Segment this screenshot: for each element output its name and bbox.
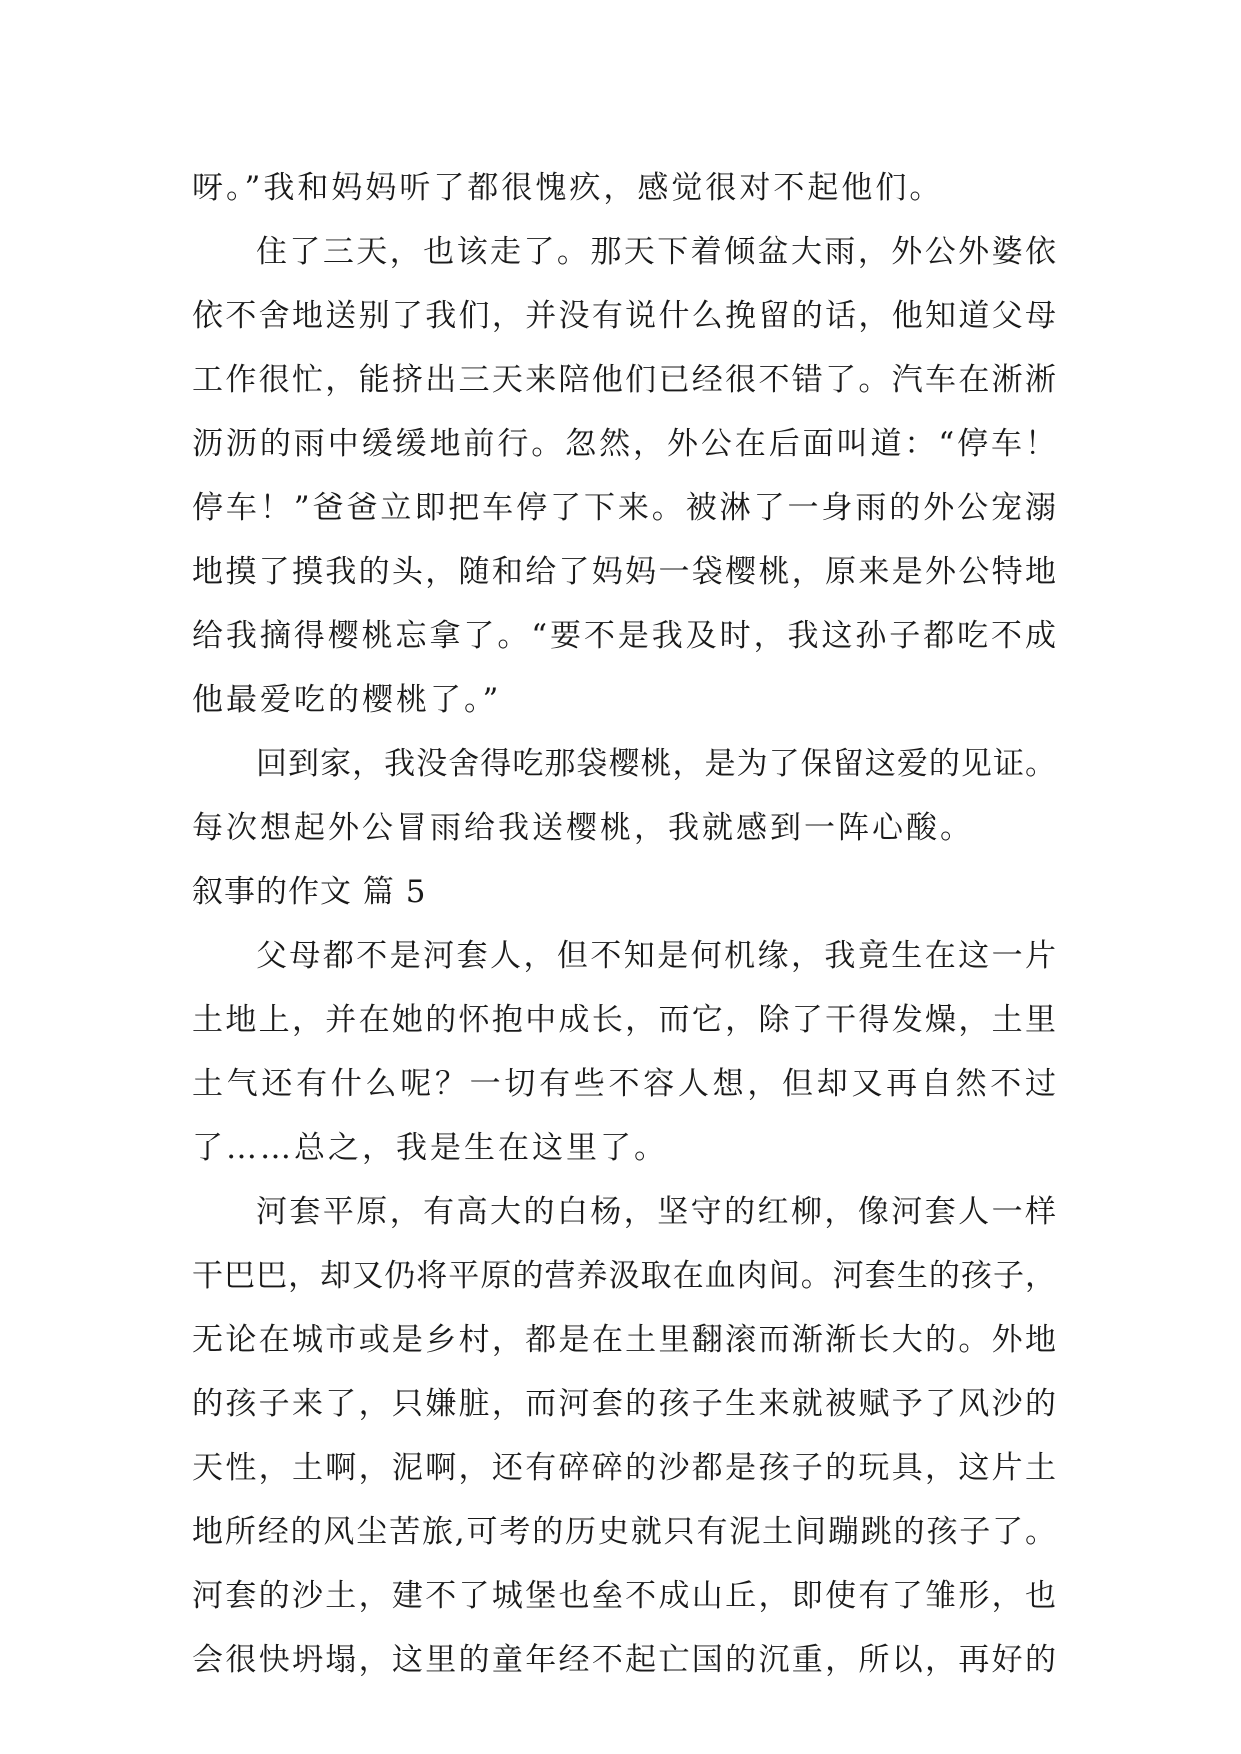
paragraph-first-line: 住了三天，也该走了。那天下着倾盆大雨，外公外婆依 [256, 234, 1056, 270]
text-line: 他最爱吃的樱桃了。” [192, 682, 502, 718]
text-line: 土地上，并在她的怀抱中成长，而它，除了干得发燥，土里 [192, 1002, 1056, 1038]
text-line: 地所经的风尘苦旅,可考的历史就只有泥土间蹦跳的孩子了。 [192, 1514, 1056, 1550]
text-line: 沥沥的雨中缓缓地前行。忽然，外公在后面叫道：“停车！ [192, 426, 1056, 462]
text-line: 呀。”我和妈妈听了都很愧疚，感觉很对不起他们。 [192, 170, 944, 206]
body-text [192, 156, 1056, 1692]
text-line: 天性，土啊，泥啊，还有碎碎的沙都是孩子的玩具，这片土 [192, 1450, 1056, 1486]
text-line: 河套的沙土，建不了城堡也垒不成山丘，即使有了雏形，也 [192, 1578, 1056, 1614]
text-line: 给我摘得樱桃忘拿了。“要不是我及时，我这孙子都吃不成 [192, 618, 1056, 654]
text-line: 干巴巴，却又仍将平原的营养汲取在血肉间。河套生的孩子， [192, 1258, 1056, 1294]
text-line: 依不舍地送别了我们，并没有说什么挽留的话，他知道父母 [192, 298, 1056, 334]
text-line: 土气还有什么呢？一切有些不容人想，但却又再自然不过 [192, 1066, 1056, 1102]
paragraph-first-line: 父母都不是河套人，但不知是何机缘，我竟生在这一片 [256, 938, 1056, 974]
text-line: 无论在城市或是乡村，都是在土里翻滚而渐渐长大的。外地 [192, 1322, 1056, 1358]
text-line: 每次想起外公冒雨给我送樱桃，我就感到一阵心酸。 [192, 810, 974, 846]
section-heading: 叙事的作文 篇 5 [192, 874, 427, 910]
text-line: 工作很忙，能挤出三天来陪他们已经很不错了。汽车在淅淅 [192, 362, 1056, 398]
text-line: 的孩子来了，只嫌脏，而河套的孩子生来就被赋予了风沙的 [192, 1386, 1056, 1422]
text-line: 停车！”爸爸立即把车停了下来。被淋了一身雨的外公宠溺 [192, 490, 1056, 526]
paragraph-first-line: 回到家，我没舍得吃那袋樱桃，是为了保留这爱的见证。 [256, 746, 1056, 782]
text-line: 会很快坍塌，这里的童年经不起亡国的沉重，所以，再好的 [192, 1642, 1056, 1678]
text-line: 地摸了摸我的头，随和给了妈妈一袋樱桃，原来是外公特地 [192, 554, 1056, 590]
text-line: 了……总之，我是生在这里了。 [192, 1130, 668, 1166]
paragraph-first-line: 河套平原，有高大的白杨，坚守的红柳，像河套人一样 [256, 1194, 1056, 1230]
